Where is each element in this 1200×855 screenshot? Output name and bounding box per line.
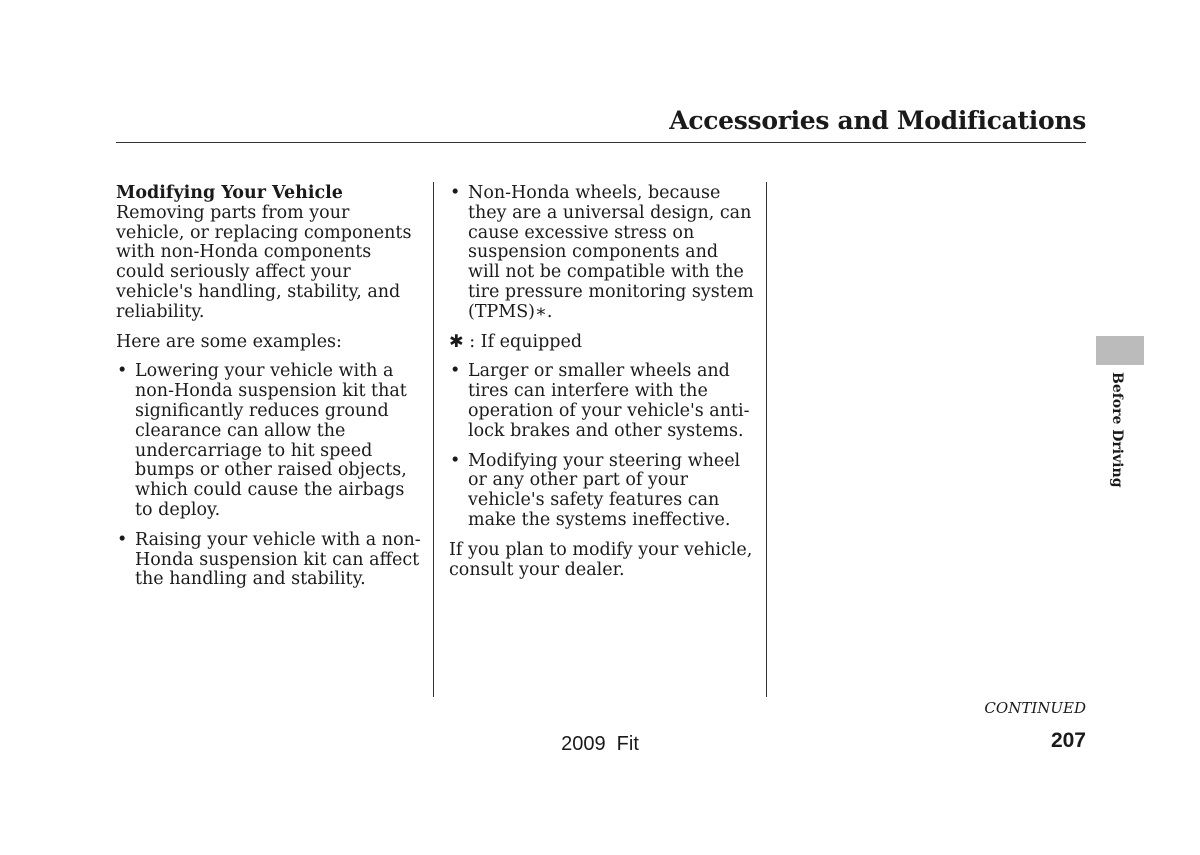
section-heading: Modifying Your Vehicle bbox=[116, 183, 343, 203]
left-column bbox=[116, 184, 421, 600]
footer-model: 2009 Fit bbox=[561, 733, 639, 755]
intro-paragraph: Removing parts from your vehicle, or replacing components with non-Honda components could seriously affect your vehicle's handling, stability, and reliability. bbox=[116, 202, 412, 322]
section-tab-label: Before Driving bbox=[1109, 372, 1125, 488]
column-divider bbox=[433, 182, 434, 697]
wheels-list bbox=[449, 184, 754, 323]
continued-label: CONTINUED bbox=[984, 699, 1086, 717]
list-item: • Larger or smaller wheels and tires can interfere with the operation of your vehicle's anti-lock brakes and other systems. bbox=[449, 362, 754, 441]
middle-column bbox=[449, 184, 754, 590]
list-item: • Lowering your vehicle with a non-Honda suspension kit that significantly reduces ground clearance can allow the undercarriage to hit speed bumps or other raised objects, which could cause the airbags to deploy. bbox=[116, 362, 421, 520]
examples-label: Here are some examples: bbox=[116, 331, 342, 352]
page-title: Accessories and Modifications bbox=[669, 106, 1086, 135]
list-item: • Non-Honda wheels, because they are a universal design, can cause excessive stress on suspension components and will not be compatible with the tire pressure monitoring system (TPMS)∗. bbox=[449, 184, 754, 323]
closing-paragraph: If you plan to modify your vehicle, consult your dealer. bbox=[449, 539, 753, 580]
column-divider bbox=[766, 182, 767, 697]
modifications-list bbox=[449, 362, 754, 530]
section-tab bbox=[1096, 336, 1144, 365]
footnote: ✱ : If equipped bbox=[449, 331, 583, 352]
title-divider bbox=[116, 142, 1086, 143]
list-item: • Modifying your steering wheel or any other part of your vehicle's safety features can make the systems ineffective. bbox=[449, 452, 754, 531]
list-item: • Raising your vehicle with a non-Honda suspension kit can affect the handling and stability. bbox=[116, 531, 421, 590]
examples-list bbox=[116, 362, 421, 590]
page-number: 207 bbox=[1050, 729, 1086, 752]
